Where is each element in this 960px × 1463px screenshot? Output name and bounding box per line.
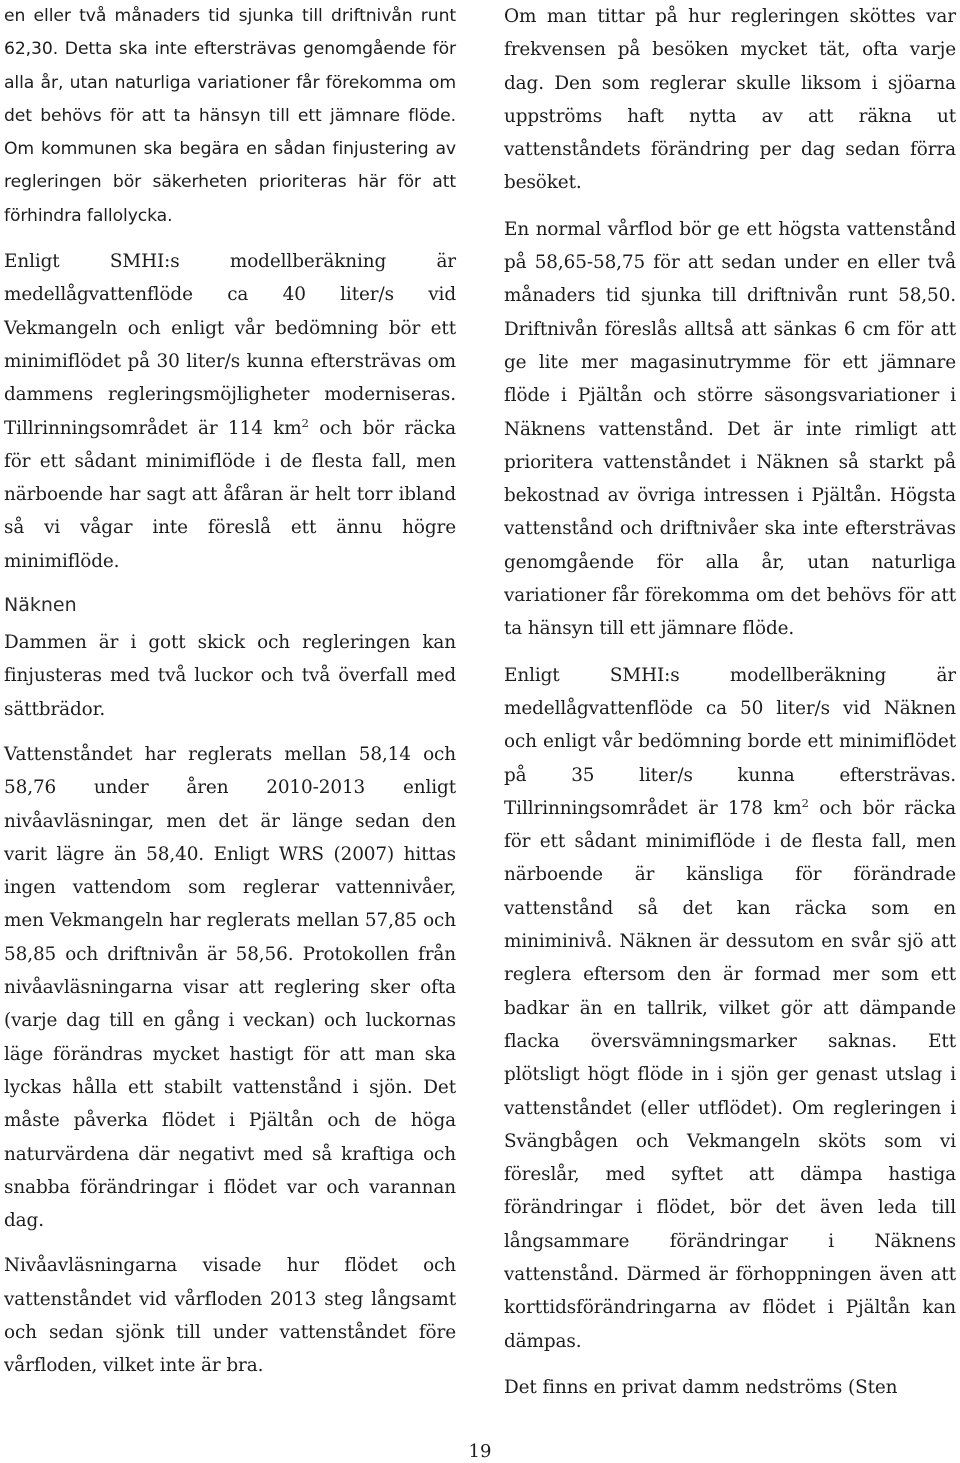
paragraph-dammen: Dammen är i gott skick och regleringen kan finjusteras med två luckor och två överfall med sättbrädor.	[4, 632, 456, 720]
paragraph-varflod: En normal vårflod bör ge ett högsta vattenstånd på 58,65-58,75 för att sedan under en eller två månaders tid sjunka till driftnivån runt 58,50. Driftnivån föreslås alltså att sänkas 6 cm för att ge lite mer magasinutrymme för ett jämnare flöde i Pjältån och större säsongsvariationer i Näknens vattenstånd. Det är inte rimligt att prioritera vattenståndet i Näknen så starkt på bekostnad av övriga intressen i Pjältån. Högsta vattenstånd och driftnivåer ska inte eftersträvas genomgående för alla år, utan naturliga variationer får förekomma om det behövs för att ta hänsyn till ett jämnare flöde.	[504, 218, 956, 640]
section-heading: Näknen	[4, 594, 77, 617]
paragraph-finjustering: en eller två månaders tid sjunka till driftnivån runt 62,30. Detta ska inte eftersträvas genomgående för alla år, utan naturliga variationer får förekomma om det behövs för att ta hänsyn till ett jämnare flöde. Om kommunen ska begära en sådan finjustering av regleringen bör säkerheten prioriteras här för att förhindra fallolycka.	[4, 6, 456, 226]
left-column	[4, 0, 456, 1395]
page-number: 19	[468, 1441, 492, 1462]
paragraph-minimiflode-vekmangeln	[4, 245, 456, 578]
paragraph-nivaavlasningarna: Nivåavläsningarna visade hur flödet och vattenståndet vid vårfloden 2013 steg långsamt och sedan sjönk till under vattenståndet före vårfloden, vilket inte är bra.	[4, 1255, 456, 1377]
paragraph-text: och bör räcka för ett sådant minimiflöde i de flesta fall, men närboende är känsliga för förändrade vattenstånd så det kan räcka som en miniminivå. Näknen är dessutom en svår sjö att reglera eftersom den är formad mer som ett badkar än en tallrik, vilket gör att dämpande flacka översvämningsmarker saknas. Ett plötsligt högt flöde in i sjön ger genast utslag i vattenståndet (eller utflödet). Om regleringen i Svängbågen och Vekmangeln sköts som vi föreslår, med syftet att dämpa hastiga förändringar i flödet, bör det även leda till långsammare förändringar i Näknens vattenstånd. Därmed är förhoppningen även att korttidsförändringarna av flödet i Pjältån kan dämpas.	[504, 797, 956, 1352]
paragraph-text: Enligt SMHI:s modellberäkning är medellågvattenflöde ca 50 liter/s vid Näknen och enligt vår bedömning borde ett minimiflödet på 35 liter/s kunna eftersträvas. Tillrinningsområdet är 178 km	[504, 664, 956, 819]
paragraph-text: och bör räcka för ett sådant minimiflöde i de flesta fall, men närboende har sagt att åfåran är helt torr ibland så vi vågar inte föreslå ett ännu högre minimiflöde.	[4, 417, 456, 572]
paragraph-text: Enligt SMHI:s modellberäkning är medellågvattenflöde ca 40 liter/s vid Vekmangeln och enligt vår bedömning bör ett minimiflödet på 30 liter/s kunna eftersträvas om dammens regleringsmöjligheter moderniseras. Tillrinningsområdet är 114 km	[4, 251, 456, 439]
right-column	[504, 0, 956, 1417]
paragraph-privat-damm: Det finns en privat damm nedströms (Sten	[504, 1376, 898, 1398]
paragraph-regleringen: Om man tittar på hur regleringen sköttes var frekvensen på besöken mycket tät, ofta varje dag. Den som reglerar skulle liksom i sjöarna uppströms haft nytta av att räkna ut vattenståndets förändring per dag sedan förra besöket.	[504, 6, 956, 194]
paragraph-minimiflode-naknen	[504, 659, 956, 1358]
superscript: 2	[801, 795, 809, 810]
superscript: 2	[301, 415, 309, 430]
paragraph-vattenstandet: Vattenståndet har reglerats mellan 58,14 och 58,76 under åren 2010-2013 enligt nivåavläsningar, men det är länge sedan den varit lägre än 58,40. Enligt WRS (2007) hittas ingen vattendom som reglerar vattennivåer, men Vekmangeln har reglerats mellan 57,85 och 58,85 och driftnivån är 58,56. Protokollen från nivåavläsningarna visar att reglering sker ofta (varje dag till en gång i veckan) och luckornas läge förändras mycket hastigt för att man ska lyckas hålla ett stabilt vattenstånd i sjön. Det måste påverka flödet i Pjältån och de höga naturvärdena där negativt med så kraftiga och snabba förändringar i flödet var och varannan dag.	[4, 743, 456, 1232]
